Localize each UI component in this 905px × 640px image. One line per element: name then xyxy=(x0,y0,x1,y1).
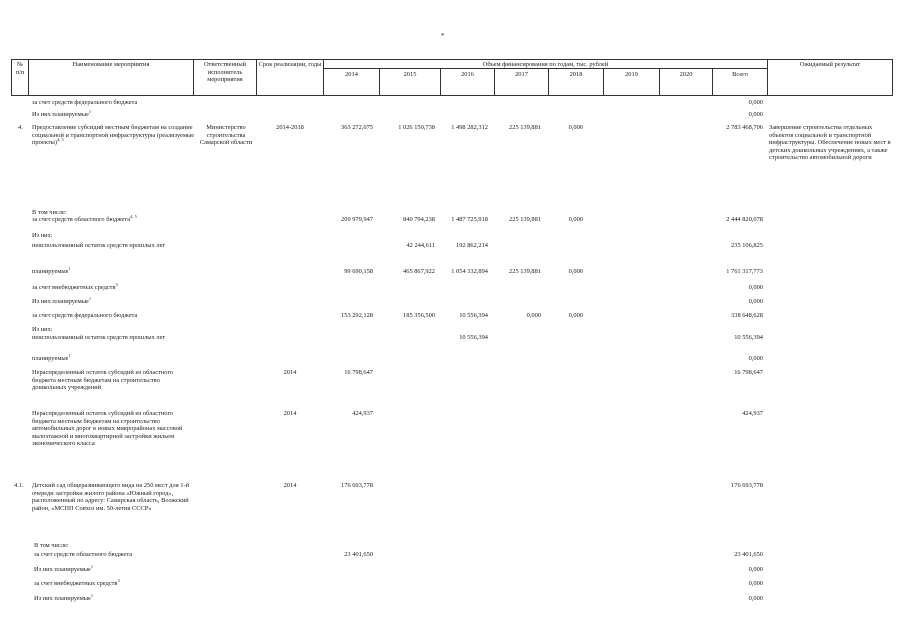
row-name-text: неиспользованный остаток средств прошлых лет xyxy=(32,334,166,341)
row-period xyxy=(257,482,323,490)
header-bottom-rule xyxy=(11,95,893,96)
row-total xyxy=(713,551,763,559)
row-name-text: за счет средств областного бюджета xyxy=(34,551,133,558)
row-total-text: 0,000 xyxy=(748,298,763,305)
row-value-text: 42 244,611 xyxy=(406,242,435,249)
row-name xyxy=(32,124,197,147)
row-name xyxy=(32,232,192,240)
row-value-text: 424,937 xyxy=(352,410,373,417)
row-value-text: 10 556,394 xyxy=(459,334,488,341)
page-mark: * xyxy=(441,32,445,40)
header-year: 2020 xyxy=(679,71,693,78)
row-name-text: Из них планируемые xyxy=(34,595,91,602)
row-name-text: неиспользованный остаток средств прошлых лет xyxy=(32,242,166,249)
row-value xyxy=(495,216,541,224)
row-name-text: за счет средств федерального бюджета xyxy=(32,312,138,319)
row-responsible xyxy=(196,124,256,147)
row-value xyxy=(549,312,583,320)
row-name-text: за счет средств областного бюджета xyxy=(32,216,131,223)
row-period-text: 2014 xyxy=(283,369,297,376)
row-total xyxy=(713,111,763,119)
row-name xyxy=(34,551,194,559)
row-total xyxy=(713,284,763,292)
row-name xyxy=(32,312,192,320)
row-name xyxy=(34,595,194,603)
row-total-text: 23 401,650 xyxy=(734,551,763,558)
row-name xyxy=(32,216,192,224)
row-value xyxy=(441,216,488,224)
footnote-ref: 1 xyxy=(68,353,71,358)
row-name-text: В том числе: xyxy=(34,542,69,549)
row-name xyxy=(32,369,192,392)
row-value xyxy=(380,124,435,132)
row-value xyxy=(549,124,583,132)
row-period xyxy=(257,410,323,418)
row-name xyxy=(34,542,194,550)
row-value-text: 0,000 xyxy=(568,216,583,223)
row-value-text: 0,000 xyxy=(568,268,583,275)
row-total xyxy=(713,334,763,342)
row-total-text: 235 106,825 xyxy=(731,242,763,249)
row-value xyxy=(380,268,435,276)
row-number-text: 4.1. xyxy=(14,482,24,489)
row-value xyxy=(380,312,435,320)
row-value xyxy=(441,124,488,132)
footnote-ref: 1 xyxy=(88,109,92,114)
header-year: 2017 xyxy=(515,71,528,78)
row-total xyxy=(713,595,763,603)
row-period-text: 2014 xyxy=(283,482,297,489)
row-number xyxy=(18,124,23,132)
header-year: 2015 xyxy=(403,71,417,78)
row-total xyxy=(713,312,763,320)
row-value-text: 0,000 xyxy=(526,312,541,319)
row-total xyxy=(713,268,763,276)
row-name-text: за счет внебюджетных средств xyxy=(34,580,118,587)
header-year: 2018 xyxy=(569,71,583,78)
row-total-text: 2 783 468,706 xyxy=(726,124,763,131)
row-result xyxy=(769,124,891,162)
footnote-ref: 1 xyxy=(90,564,94,569)
row-total-text: 0,000 xyxy=(748,580,763,587)
row-total-text: 0,000 xyxy=(748,111,763,118)
row-name-text: за счет внебюджетных средств xyxy=(32,284,116,291)
row-value-text: 10 556,394 xyxy=(459,312,488,319)
row-total-text: 0,000 xyxy=(748,595,763,602)
row-result-text: Завершение строительства отдельных объектов социальной и транспортной инфраструктуры. Обеспечение новых мест в детских дошкольных учреждениях, а также строительство автомобильной дороги xyxy=(769,124,891,162)
row-total-text: 0,000 xyxy=(748,99,763,106)
row-value-text: 16 798,647 xyxy=(344,369,373,376)
row-value xyxy=(380,242,435,250)
row-value-text: 99 690,158 xyxy=(344,268,373,275)
row-name xyxy=(32,482,192,512)
row-name-text: Из них: xyxy=(32,326,53,333)
row-total xyxy=(713,298,763,306)
row-value xyxy=(324,268,373,276)
row-value xyxy=(324,124,373,132)
row-value-text: 192 862,214 xyxy=(456,242,488,249)
row-name xyxy=(34,566,194,574)
footnote-ref: 3 xyxy=(115,282,118,287)
row-total-text: 424,937 xyxy=(742,410,763,417)
row-total-text: 176 693,778 xyxy=(731,482,763,489)
row-name xyxy=(32,242,192,250)
row-value-text: 176 693,778 xyxy=(341,482,373,489)
row-value-text: 185 356,500 xyxy=(403,312,435,319)
row-period xyxy=(257,124,323,132)
row-value-text: 0,000 xyxy=(568,312,583,319)
row-total-text: 0,000 xyxy=(748,355,763,362)
row-value xyxy=(324,216,373,224)
row-total-text: 1 761 317,773 xyxy=(726,268,763,275)
header-num: № п/п xyxy=(15,61,25,76)
footnote-ref: 1 xyxy=(90,593,94,598)
row-total-text: 338 648,628 xyxy=(731,312,763,319)
row-name xyxy=(32,268,192,276)
footnote-ref: 4, 5 xyxy=(56,137,64,143)
row-value-text: 225 139,881 xyxy=(509,124,541,131)
row-value-text: 225 139,881 xyxy=(509,216,541,223)
row-total xyxy=(713,369,763,377)
row-value-text: 363 272,075 xyxy=(341,124,373,131)
row-name xyxy=(32,111,192,119)
header-responsible: Ответственный исполнитель мероприятия xyxy=(203,61,247,84)
row-total xyxy=(713,242,763,250)
row-name xyxy=(32,298,192,306)
footnote-ref: 1 xyxy=(68,266,71,271)
row-value xyxy=(324,482,373,490)
row-name-text: Из них: xyxy=(32,232,53,239)
header-result: Ожидаемый результат xyxy=(799,61,861,68)
row-value xyxy=(324,551,373,559)
row-name xyxy=(32,410,192,448)
col-divider xyxy=(193,59,194,95)
header-period: Срок реализации, годы xyxy=(258,61,322,68)
header-name: Наименование мероприятия xyxy=(72,61,150,68)
footnote-ref: 4, 5 xyxy=(130,214,137,219)
row-period-text: 2014 xyxy=(283,410,297,417)
row-value-text: 1 498 282,312 xyxy=(451,124,488,131)
row-total xyxy=(713,410,763,418)
row-name-text: Из них планируемые xyxy=(34,566,91,573)
row-name xyxy=(32,326,192,334)
row-value xyxy=(324,410,373,418)
row-value-text: 1 054 332,894 xyxy=(451,268,488,275)
row-value xyxy=(441,268,488,276)
row-total xyxy=(713,124,763,132)
row-value-text: 840 794,238 xyxy=(403,216,435,223)
col-divider xyxy=(892,59,893,95)
row-value xyxy=(495,312,541,320)
row-period xyxy=(257,369,323,377)
row-name-text: Нераспределенный остаток субсидий из областного бюджета местным бюджетам на строительство дошкольных учреждений xyxy=(32,369,174,392)
row-value xyxy=(441,312,488,320)
row-value xyxy=(549,268,583,276)
header-year-total: Всего xyxy=(732,71,748,78)
row-value xyxy=(324,369,373,377)
row-name-text: Из них планируемые xyxy=(32,298,89,305)
row-value-text: 209 979,947 xyxy=(341,216,373,223)
footnote-ref: 1 xyxy=(88,296,92,301)
row-total-text: 10 556,394 xyxy=(734,334,763,341)
row-value-text: 465 867,922 xyxy=(403,268,435,275)
row-name-text: Детский сад общеразвивающего вида на 250 мест для 1-й очереди застройки жилого района «Южный город», расположенный по адресу: Самарская область, Волжский район, «МСПП Совхоз им. 50-летия СССР» xyxy=(32,482,190,512)
row-total-text: 2 444 820,078 xyxy=(726,216,763,223)
row-value xyxy=(495,268,541,276)
header-top-rule xyxy=(11,59,893,60)
row-value xyxy=(549,216,583,224)
row-total xyxy=(713,216,763,224)
row-total-text: 16 798,647 xyxy=(734,369,763,376)
header-year: 2016 xyxy=(461,71,474,78)
row-name xyxy=(34,580,194,588)
row-number xyxy=(14,482,24,490)
row-name-text: Нераспределенный остаток субсидий из областного бюджета местным бюджетам на строительство автомобильных дорог в новых микрорайонах массовой малоэтажной и многоквартирной застройки жильем экономического класса xyxy=(32,410,183,448)
row-total-text: 0,000 xyxy=(748,566,763,573)
row-name xyxy=(32,355,192,363)
row-value xyxy=(324,312,373,320)
row-name xyxy=(32,284,192,292)
row-value-text: 1 026 150,738 xyxy=(398,124,435,131)
row-name-text: планируемые xyxy=(32,355,69,362)
row-value-text: 23 401,650 xyxy=(344,551,373,558)
header-year: 2014 xyxy=(345,71,358,78)
row-name xyxy=(32,99,192,107)
row-number-text: 4. xyxy=(18,124,23,131)
row-total-text: 0,000 xyxy=(748,284,763,291)
row-value-text: 225 139,881 xyxy=(509,268,541,275)
row-name xyxy=(32,334,192,342)
row-total xyxy=(713,355,763,363)
row-name-text: планируемые xyxy=(32,268,69,275)
row-value xyxy=(441,334,488,342)
row-name-text: Из них планируемые xyxy=(32,111,89,118)
row-name-text: В том числе: xyxy=(32,209,67,216)
row-name-text: за счет средств федерального бюджета xyxy=(32,99,138,106)
row-total xyxy=(713,580,763,588)
row-responsible-text: Министерство строительства Самарской области xyxy=(199,124,253,147)
row-value-text: 0,000 xyxy=(568,124,583,131)
row-value-text: 153 292,128 xyxy=(341,312,373,319)
row-name-text: Предоставление субсидий местным бюджетам на создание социальной и транспортной инфраструктуры (реализуемые проекты) xyxy=(32,124,195,147)
row-value xyxy=(380,216,435,224)
header-financing: Объем финансирования по годам, тыс. рублей xyxy=(482,61,609,68)
row-value-text: 1 487 725,918 xyxy=(451,216,488,223)
footnote-ref: 3 xyxy=(117,578,120,583)
row-total xyxy=(713,99,763,107)
row-value xyxy=(441,242,488,250)
row-period-text: 2014-2018 xyxy=(276,124,304,131)
header-year: 2019 xyxy=(625,71,638,78)
row-value xyxy=(495,124,541,132)
row-total xyxy=(713,566,763,574)
row-total xyxy=(713,482,763,490)
